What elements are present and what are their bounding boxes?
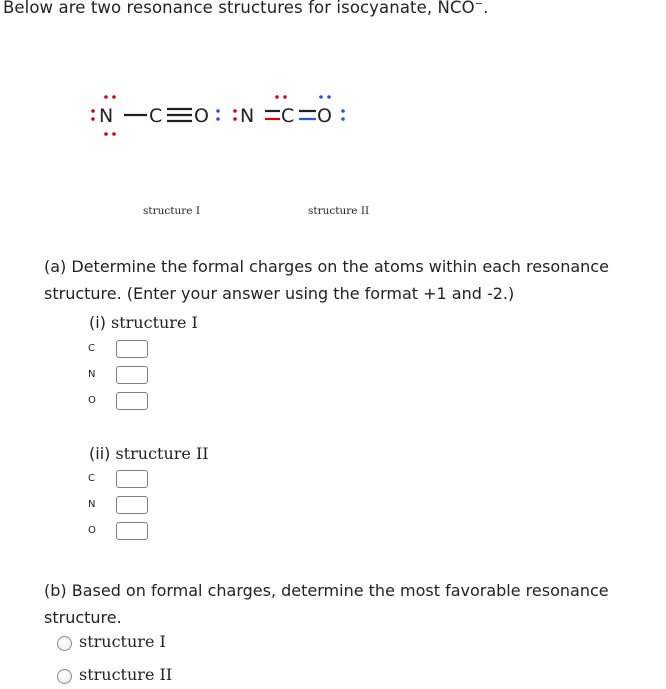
atom-o: O	[194, 105, 209, 127]
radio-button-structure-ii[interactable]	[57, 669, 72, 684]
heading-title: structure I	[111, 313, 198, 332]
lone-pair-dot	[104, 95, 108, 99]
option-text: structure II	[79, 665, 173, 684]
structure-ii-label: structure II	[308, 205, 370, 217]
atom-n: N	[99, 105, 114, 127]
resonance-structures-drawing	[80, 88, 440, 148]
charge-superscript: −	[474, 0, 484, 10]
radio-button-structure-i[interactable]	[57, 636, 72, 651]
structure-i-drawing	[91, 95, 220, 136]
lone-pair-dot	[104, 132, 108, 136]
atom-c: C	[149, 105, 163, 127]
lone-pair-dot	[233, 109, 237, 113]
atom-label: O	[88, 395, 96, 406]
formal-charge-n-structure-i-input[interactable]	[116, 366, 148, 384]
atom-label: C	[88, 473, 95, 484]
intro-sentence: Below are two resonance structures for isocyanate, NCO	[3, 0, 475, 17]
lone-pair-dot	[216, 109, 220, 113]
option-text: structure I	[79, 632, 166, 651]
lone-pair-dot	[275, 95, 279, 99]
lone-pair-dot	[112, 95, 116, 99]
lone-pair-dot	[91, 109, 95, 113]
heading-title: structure II	[115, 444, 209, 463]
formal-charge-c-structure-i-input[interactable]	[116, 340, 148, 358]
structure-i-label: structure I	[143, 205, 200, 217]
heading-prefix: (i)	[89, 313, 112, 332]
atom-n: N	[240, 105, 255, 127]
atom-label: C	[88, 343, 95, 354]
lone-pair-dot	[341, 117, 345, 121]
lone-pair-dot	[91, 117, 95, 121]
lone-pair-dot	[327, 95, 331, 99]
formal-charge-c-structure-ii-input[interactable]	[116, 470, 148, 488]
structure-ii-drawing	[233, 95, 345, 127]
atom-label: O	[88, 525, 96, 536]
atom-label: N	[88, 369, 96, 380]
formal-charge-o-structure-i-input[interactable]	[116, 392, 148, 410]
formal-charge-n-structure-ii-input[interactable]	[116, 496, 148, 514]
option-label	[79, 632, 166, 651]
intro-text	[3, 0, 489, 17]
lone-pair-dot	[216, 117, 220, 121]
structure-i-heading	[89, 313, 198, 332]
atom-o: O	[317, 105, 332, 127]
lone-pair-dot	[233, 117, 237, 121]
lone-pair-dot	[283, 95, 287, 99]
formal-charge-o-structure-ii-input[interactable]	[116, 522, 148, 540]
lone-pair-dot	[341, 109, 345, 113]
lone-pair-dot	[112, 132, 116, 136]
part-b-prompt: (b) Based on formal charges, determine the most favorable resonance structure.	[44, 581, 609, 627]
heading-prefix: (ii)	[89, 444, 116, 463]
atom-label: N	[88, 499, 96, 510]
structure-ii-heading	[89, 444, 209, 463]
lone-pair-dot	[319, 95, 323, 99]
atom-c: C	[281, 105, 295, 127]
intro-period: .	[483, 0, 489, 17]
part-a-prompt: (a) Determine the formal charges on the atoms within each resonance structure. (Enter your answer using the format +1 and -2.)	[44, 257, 609, 303]
option-label	[79, 665, 172, 684]
